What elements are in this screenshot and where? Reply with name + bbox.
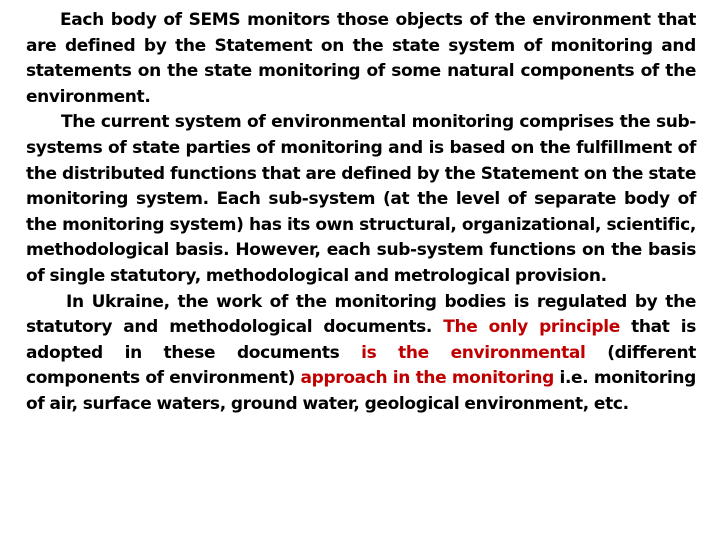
paragraph-current-system: The current system of environmental monitoring comprises the sub-systems of state parties of monitoring and is based on the fulfillment of the distributed functions that are defined by the Statement on the state monitoring system. Each sub-system (at the level of separate body of the monitoring system) has its own structural, organizational, scientific, methodological basis. However, each sub-system functions on the basis of single statutory, methodological and metrological provision. xyxy=(26,112,696,286)
paragraph-sems-objects: Each body of SEMS monitors those objects of the environment that are defined by the Statement on the state system of monitoring and statements on the state monitoring of some natural components of the environment. xyxy=(26,10,696,107)
paragraph-ukraine-principle xyxy=(26,290,696,418)
text-segment: i.e. monitoring of air, surface waters, ground water, geological environment, etc. xyxy=(26,368,696,414)
text-segment: that is adopted in these documents xyxy=(26,317,697,363)
text-segment: In Ukraine, the work of the monitoring bodies is regulated by the statutory and methodological documents. xyxy=(26,291,696,338)
highlight-approach-monitoring: approach in the monitoring xyxy=(300,368,554,389)
highlight-environmental: is the environmental xyxy=(361,342,586,363)
highlight-only-principle: The only principle xyxy=(443,317,620,338)
slide-text xyxy=(26,8,696,418)
text-segment: (different components of environment) xyxy=(26,342,696,389)
